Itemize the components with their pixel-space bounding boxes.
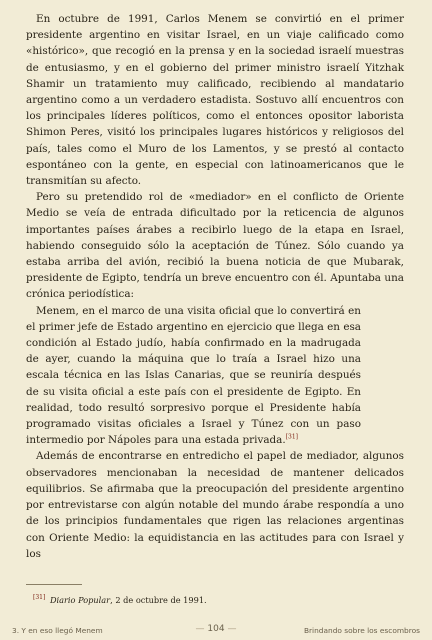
paragraph-2: Pero su pretendido rol de «mediador» en el conflicto de Oriente Medio se veía de entrada dificultado por la reticencia de algunos importantes países árabes a recibirlo luego de la etapa en Israel, habiendo conseguido sólo la aceptación de Túnez. Sólo cuando ya estaba arriba del avión, recibió la buena noticia de que Mubarak, presidente de Egipto, tendría un breve encuentro con él. Apuntaba una crónica periodística:	[26, 191, 404, 301]
page-number	[196, 624, 237, 634]
footnote-divider	[26, 584, 82, 585]
footnote-number: [31]	[33, 594, 46, 602]
body-text	[26, 11, 404, 562]
footnote-source: Diario Popular	[49, 595, 111, 605]
quote-text: Menem, en el marco de una visita oficial que lo convertirá en el primer jefe de Estado argentino en ejercicio que llega en esa condición al Estado judío, había confirmado en la madrugada de ayer, cuando la máquina que lo traía a Israel hizo una escala técnica en las Islas Canarias, que se reuniría después de su visita oficial a este país con el presidente de Egipto. En realidad, todo resultó sorpresivo porque el Presidente había programado visitas oficiales a Israel y Túnez con un paso intermedio por Nápoles para una estada privada.	[26, 304, 361, 447]
page-number-dash-right: —	[224, 624, 237, 634]
block-quote	[26, 303, 361, 449]
page-footer	[12, 626, 420, 638]
footer-chapter-title: 3. Y en eso llegó Menem	[12, 626, 103, 635]
page-number-dash-left: —	[195, 624, 208, 634]
page-number-value: 104	[207, 624, 225, 634]
footer-book-title: Brindando sobre los escombros	[303, 626, 420, 635]
paragraph-3: Además de encontrarse en entredicho el papel de mediador, algunos observadores mencionaban la necesidad de mantener delicados equilibrios. Se afirmaba que la preocupación del presidente argentino por entrevistarse con algún notable del mundo árabe respondía a uno de los principios fundamentales que rigen las relaciones argentinas con Oriente Medio: la equidistancia en las actitudes para con Israel y los	[26, 450, 404, 560]
paragraph-1: En octubre de 1991, Carlos Menem se convirtió en el primer presidente argentino en visitar Israel, en un viaje calificado como «histórico», que recogió en la prensa y en la sociedad israelí muestras de entusiasmo, y en el gobierno del primer ministro israelí Yitzhak Shamir un tratamiento muy calificado, recibiendo al mandatario argentino como a un verdadero estadista. Sostuvo allí encuentros con los principales líderes políticos, como el entonces opositor laborista Shimon Peres, visitó los principales lugares históricos y religiosos del país, tales como el Muro de los Lamentos, y se prestó al contacto espontáneo con la gente, en especial con latinoamericanos que le transmitían su afecto.	[26, 13, 404, 188]
footnote-text	[50, 595, 207, 605]
footnote	[33, 595, 207, 606]
footnote-reference[interactable]: [31]	[285, 433, 298, 441]
footnote-date: , 2 de octubre de 1991.	[110, 595, 207, 605]
